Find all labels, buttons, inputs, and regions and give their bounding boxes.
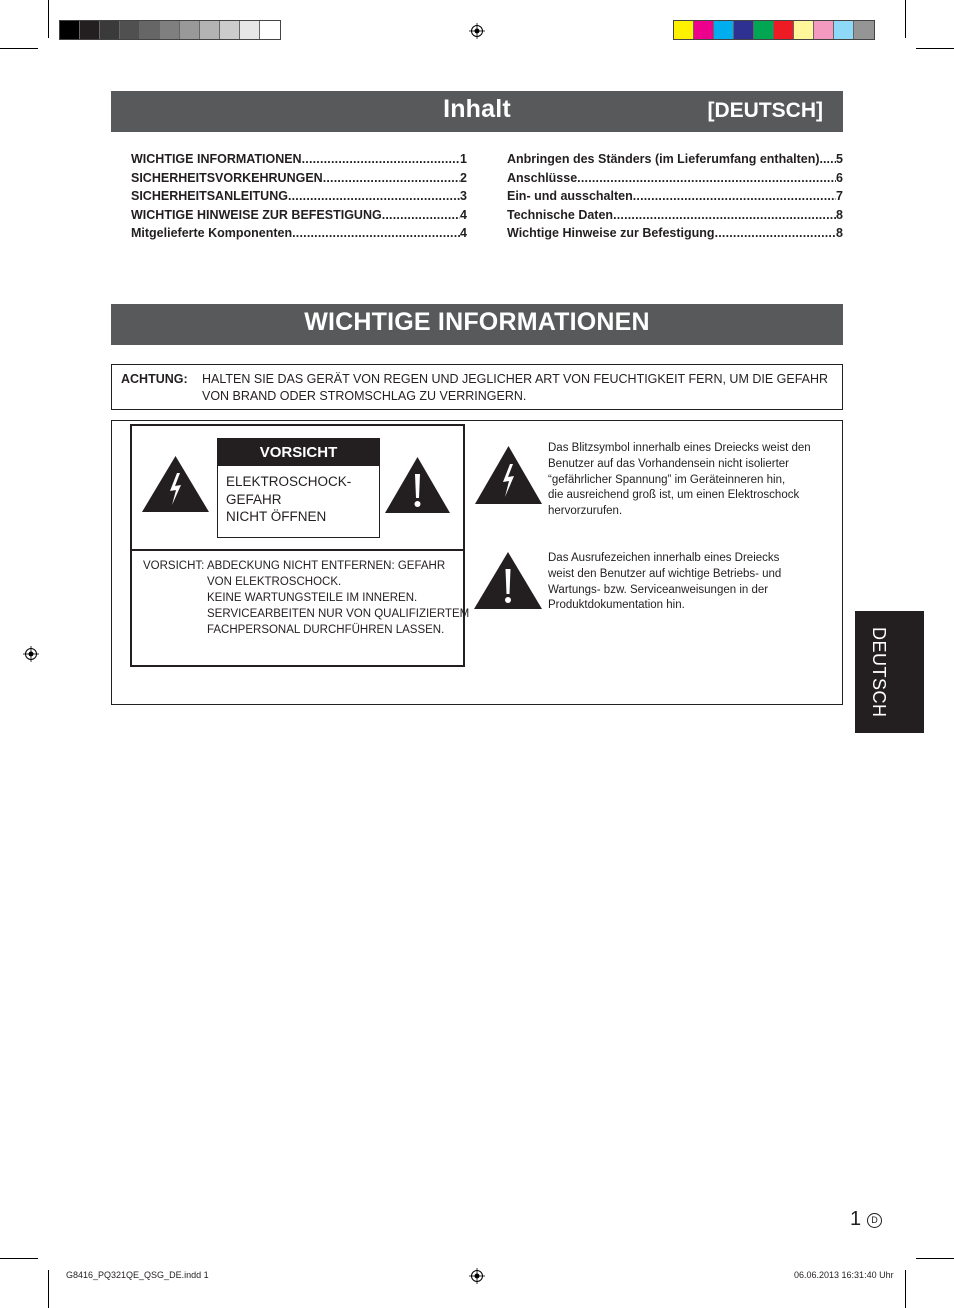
toc-entry[interactable]: [507, 224, 843, 243]
toc-entry-page: 5: [836, 152, 843, 166]
vorsicht-line: ELEKTROSCHOCK-: [226, 474, 352, 489]
toc-leader-dots: [613, 206, 836, 225]
registration-mark-icon: [469, 23, 485, 39]
toc-entry-page: 1: [460, 152, 467, 166]
lightning-triangle-icon: [141, 455, 210, 513]
toc-entry[interactable]: [507, 150, 843, 169]
toc-leader-dots: [382, 206, 460, 225]
vorsicht-header: VORSICHT: [218, 439, 379, 466]
toc-right-column: [507, 150, 843, 243]
color-calibration-bar: [673, 20, 875, 40]
lightning-triangle-icon: [474, 445, 543, 505]
color-swatch: [834, 21, 854, 39]
color-swatch: [100, 21, 120, 39]
color-swatch: [754, 21, 774, 39]
toc-header: [111, 91, 843, 132]
description-line: Benutzer auf das Vorhandensein nicht isolierter: [548, 457, 790, 470]
color-swatch: [160, 21, 180, 39]
crop-mark: [905, 1270, 906, 1308]
page-number: 1: [850, 1208, 862, 1230]
toc-entry-label: Anschlüsse: [507, 170, 578, 185]
exclamation-description: [548, 551, 833, 614]
toc-leader-dots: [577, 169, 836, 188]
color-swatch: [694, 21, 714, 39]
color-swatch: [794, 21, 814, 39]
lightning-description: [548, 441, 833, 520]
toc-leader-dots: [826, 150, 836, 169]
toc-title: Inhalt: [443, 95, 511, 123]
caution-line: ABDECKUNG NICHT ENTFERNEN: GEFAHR: [207, 560, 446, 572]
toc-entry-label: Anbringen des Ständers (im Lieferumfang enthalten)..: [507, 152, 827, 166]
crop-mark: [0, 48, 38, 49]
toc-entry-page: 8: [836, 226, 843, 241]
description-line: weist den Benutzer auf wichtige Betriebs- und: [548, 567, 782, 580]
caution-line: KEINE WARTUNGSTEILE IM INNEREN.: [207, 592, 418, 604]
toc-entry-label: Technische Daten: [507, 207, 614, 222]
gray-calibration-bar: [59, 20, 281, 40]
toc-leader-dots: [633, 187, 836, 206]
description-line: “gefährlicher Spannung” im Geräteinneren hin,: [548, 473, 786, 486]
caution-line: VON ELEKTROSCHOCK.: [207, 576, 342, 588]
crop-mark: [905, 0, 906, 38]
vorsicht-label: [217, 438, 380, 538]
toc-entry[interactable]: [131, 187, 467, 206]
caution-line: FACHPERSONAL DURCHFÜHREN LASSEN.: [207, 624, 445, 636]
toc-entry[interactable]: [131, 169, 467, 188]
color-swatch: [120, 21, 140, 39]
toc-entry[interactable]: [131, 206, 467, 225]
toc-entry[interactable]: [507, 187, 843, 206]
toc-entry-label: SICHERHEITSANLEITUNG: [131, 189, 288, 204]
footer-filename: G8416_PQ321QE_QSG_DE.indd 1: [66, 1270, 209, 1280]
color-swatch: [220, 21, 240, 39]
toc-entry-page: 4: [460, 207, 467, 222]
description-line: Wartungs- bzw. Serviceanweisungen in der: [548, 583, 769, 596]
color-swatch: [240, 21, 260, 39]
achtung-box: [111, 364, 843, 410]
toc-leader-dots: [292, 224, 460, 243]
toc-leader-dots: [302, 150, 460, 169]
toc-entry-page: 4: [460, 226, 467, 241]
color-swatch: [854, 21, 874, 39]
footer-timestamp: 06.06.2013 16:31:40 Uhr: [794, 1270, 894, 1280]
registration-mark-icon: [23, 646, 39, 662]
crop-mark: [48, 0, 49, 38]
description-line: hervorzurufen.: [548, 505, 623, 518]
caution-label: VORSICHT:: [143, 560, 205, 572]
crop-mark: [916, 1258, 954, 1259]
toc-language-label: [DEUTSCH]: [707, 99, 823, 122]
color-swatch: [80, 21, 100, 39]
color-swatch: [180, 21, 200, 39]
toc-entry-page: 8: [836, 207, 843, 222]
toc-entry-page: 3: [460, 189, 467, 204]
crop-mark: [916, 48, 954, 49]
color-swatch: [774, 21, 794, 39]
color-swatch: [714, 21, 734, 39]
crop-mark: [48, 1270, 49, 1308]
divider: [130, 549, 465, 551]
toc-entry-label: Mitgelieferte Komponenten: [131, 226, 293, 241]
toc-entry-label: WICHTIGE INFORMATIONEN: [131, 152, 302, 166]
toc-entry-label: Ein- und ausschalten: [507, 189, 633, 204]
vorsicht-line: NICHT ÖFFNEN: [226, 509, 327, 524]
toc-entry[interactable]: [131, 224, 467, 243]
achtung-text: HALTEN SIE DAS GERÄT VON REGEN UND JEGLICHER ART VON FEUCHTIGKEIT FERN, UM DIE GEFAHR VON BRAND ODER STROMSCHLAG ZU VERRINGERN.: [202, 372, 829, 403]
section-title: WICHTIGE INFORMATIONEN: [304, 308, 650, 336]
toc-left-column: [131, 150, 467, 243]
crop-mark: [0, 1258, 38, 1259]
color-swatch: [200, 21, 220, 39]
toc-leader-dots: [715, 224, 836, 243]
toc-entry[interactable]: [507, 206, 843, 225]
toc-entry[interactable]: [131, 150, 467, 169]
color-swatch: [260, 21, 280, 39]
toc-entry-label: SICHERHEITSVORKEHRUNGEN: [131, 170, 323, 185]
color-swatch: [674, 21, 694, 39]
color-swatch: [814, 21, 834, 39]
caution-line: SERVICEARBEITEN NUR VON QUALIFIZIERTEM: [207, 608, 470, 620]
language-side-tab: [855, 611, 924, 733]
toc-entry-label: WICHTIGE HINWEISE ZUR BEFESTIGUNG: [131, 207, 382, 222]
toc-entry-page: 7: [836, 189, 843, 204]
color-swatch: [140, 21, 160, 39]
description-line: Das Ausrufezeichen innerhalb eines Dreiecks: [548, 552, 780, 564]
section-header: [111, 304, 843, 345]
exclamation-triangle-icon: [473, 551, 543, 610]
registration-mark-icon: [469, 1268, 485, 1284]
achtung-label: ACHTUNG:: [121, 372, 188, 386]
toc-entry-label: Wichtige Hinweise zur Befestigung: [507, 226, 715, 241]
toc-entry[interactable]: [507, 169, 843, 188]
toc-entry-page: 2: [460, 170, 467, 185]
page-language-marker: D: [867, 1213, 882, 1228]
toc-leader-dots: [288, 187, 460, 206]
description-line: Das Blitzsymbol innerhalb eines Dreiecks weist den: [548, 442, 811, 454]
vorsicht-line: GEFAHR: [226, 491, 282, 507]
exclamation-triangle-icon: [384, 456, 451, 514]
side-tab-label: DEUTSCH: [869, 627, 889, 718]
description-line: Produktdokumentation hin.: [548, 599, 685, 612]
toc-entry-page: 6: [836, 170, 843, 185]
toc-leader-dots: [323, 169, 460, 188]
color-swatch: [60, 21, 80, 39]
color-swatch: [734, 21, 754, 39]
description-line: die ausreichend groß ist, um einen Elektroschock: [548, 489, 800, 502]
